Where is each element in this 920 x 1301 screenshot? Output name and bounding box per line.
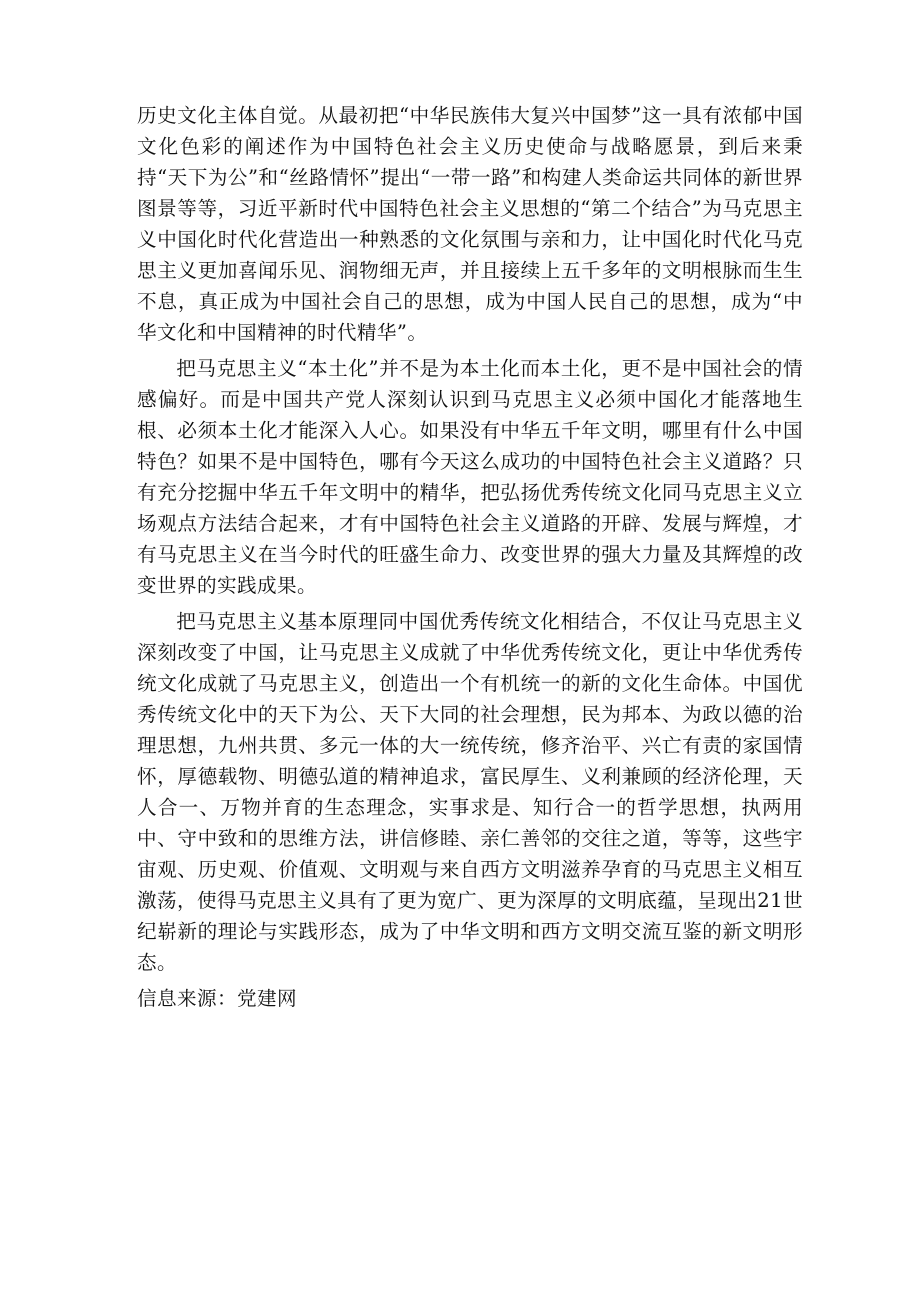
- paragraph-1: 历史文化主体自觉。从最初把“中华民族伟大复兴中国梦”这一具有浓郁中国文化色彩的阐述作为中国特色社会主义历史使命与战略愿景，到后来秉持“天下为公”和“丝路情怀”提出“一带一路”和构建人类命运共同体的新世界图景等等，习近平新时代中国特色社会主义思想的“第二个结合”为马克思主义中国化时代化营造出一种熟悉的文化氛围与亲和力，让中国化时代化马克思主义更加喜闻乐见、润物细无声，并且接续上五千多年的文明根脉而生生不息，真正成为中国社会自己的思想，成为中国人民自己的思想，成为“中华文化和中国精神的时代精华”。: [137, 104, 803, 344]
- paragraph-3: 把马克思主义基本原理同中国优秀传统文化相结合，不仅让马克思主义深刻改变了中国，让马克思主义成就了中华优秀传统文化，更让中华优秀传统文化成就了马克思主义，创造出一个有机统一的新的文化生命体。中国优秀传统文化中的天下为公、天下大同的社会理想，民为邦本、为政以德的治理思想，九州共贯、多元一体的大一统传统，修齐治平、兴亡有责的家国情怀，厚德载物、明德弘道的精神追求，富民厚生、义利兼顾的经济伦理，天人合一、万物并育的生态理念，实事求是、知行合一的哲学思想，执两用中、守中致和的思维方法，讲信修睦、亲仁善邻的交往之道，等等，这些宇宙观、历史观、价值观、文明观与来自西方文明滋养孕育的马克思主义相互激荡，使得马克思主义具有了更为宽广、更为深厚的文明底蕴，呈现出21世纪崭新的理论与实践形态，成为了中华文明和西方文明交流互鉴的新文明形态。: [137, 610, 803, 974]
- paragraph-2: 把马克思主义“本土化”并不是为本土化而本土化，更不是中国社会的情感偏好。而是中国共产党人深刻认识到马克思主义必须中国化才能落地生根、必须本土化才能深入人心。如果没有中华五千年文明，哪里有什么中国特色？如果不是中国特色，哪有今天这么成功的中国特色社会主义道路？只有充分挖掘中华五千年文明中的精华，把弘扬优秀传统文化同马克思主义立场观点方法结合起来，才有中国特色社会主义道路的开辟、发展与辉煌，才有马克思主义在当今时代的旺盛生命力、改变世界的强大力量及其辉煌的改变世界的实践成果。: [137, 357, 803, 597]
- source-attribution: 信息来源：党建网: [137, 987, 297, 1010]
- article-body: [137, 100, 803, 1014]
